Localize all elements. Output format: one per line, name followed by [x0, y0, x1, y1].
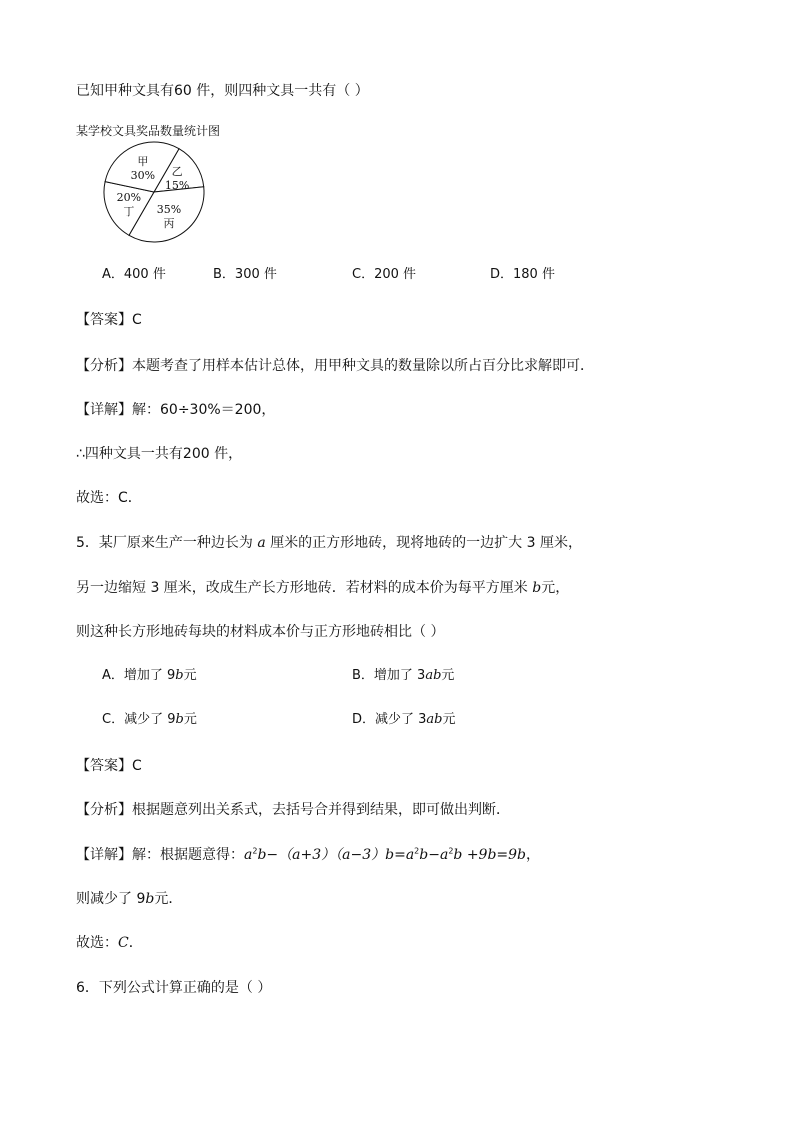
q6-stem: 6．下列公式计算正确的是（ ）: [76, 980, 272, 996]
q4-choice: 故选：C．: [76, 490, 142, 506]
pie-label-percent: 15%: [164, 179, 190, 193]
q4-option-b: B．300 件: [213, 267, 277, 282]
pie-label-name: 丁: [123, 205, 135, 219]
q4-conclusion: ∴四种文具一共有200 件，: [76, 446, 243, 462]
q5-option-b: B．增加了 3ab元: [352, 668, 455, 683]
q5-text: 厘米的正方形地砖，现将地砖的一边扩大 3 厘米，: [270, 535, 582, 551]
pie-label-name: 乙: [171, 165, 183, 179]
q4-stem: 已知甲种文具有60 件，则四种文具一共有（ ）: [76, 83, 369, 99]
q5-line-1: [76, 533, 582, 553]
q5-option-d: D．减少了 3ab元: [352, 712, 456, 727]
q4-analysis: 【分析】本题考查了用样本估计总体，用甲种文具的数量除以所占百分比求解即可．: [76, 358, 594, 374]
q5-answer: 【答案】C: [76, 758, 142, 774]
q4-option-a: A．400 件: [102, 267, 166, 282]
q5-analysis: 【分析】根据题意列出关系式，去括号合并得到结果，即可做出判断．: [76, 802, 510, 818]
q5-text: 元，: [541, 580, 570, 596]
q4-answer: 【答案】C: [76, 312, 142, 328]
q5-text: 5．某厂原来生产一种边长为: [76, 535, 253, 551]
q4-detail: 【详解】解：60÷30%＝200，: [76, 402, 276, 418]
pie-label-name: 丙: [163, 217, 175, 231]
var-b: b: [532, 580, 542, 596]
q5-line-3: 则这种长方形地砖每块的材料成本价与正方形地砖相比（ ）: [76, 624, 445, 640]
q5-option-a: A．增加了 9b元: [102, 668, 197, 683]
q5-result: 则减少了 9b元．: [76, 891, 183, 907]
pie-label-percent: 20%: [116, 191, 142, 205]
chart-title: 某学校文具奖品数量统计图: [76, 124, 221, 138]
pie-chart: [102, 140, 212, 244]
var-a: a: [257, 535, 266, 551]
q5-detail: 【详解】解：根据题意得：$a^2b-(a+3)(a-3)b=a^2b-a^2b +9b=9b$，: [76, 846, 541, 863]
q5-line-2: [76, 578, 569, 598]
pie-label-percent: 30%: [130, 168, 156, 182]
q5-text: 另一边缩短 3 厘米，改成生产长方形地砖．若材料的成本价为每平方厘米: [76, 580, 528, 596]
pie-label-name: 甲: [137, 154, 149, 168]
q5-option-c: C．减少了 9b元: [102, 712, 197, 727]
q4-option-d: D．180 件: [490, 267, 555, 282]
q5-choice: 故选：C．: [76, 935, 143, 951]
pie-label-percent: 35%: [156, 203, 182, 217]
q4-option-c: C．200 件: [352, 267, 417, 282]
